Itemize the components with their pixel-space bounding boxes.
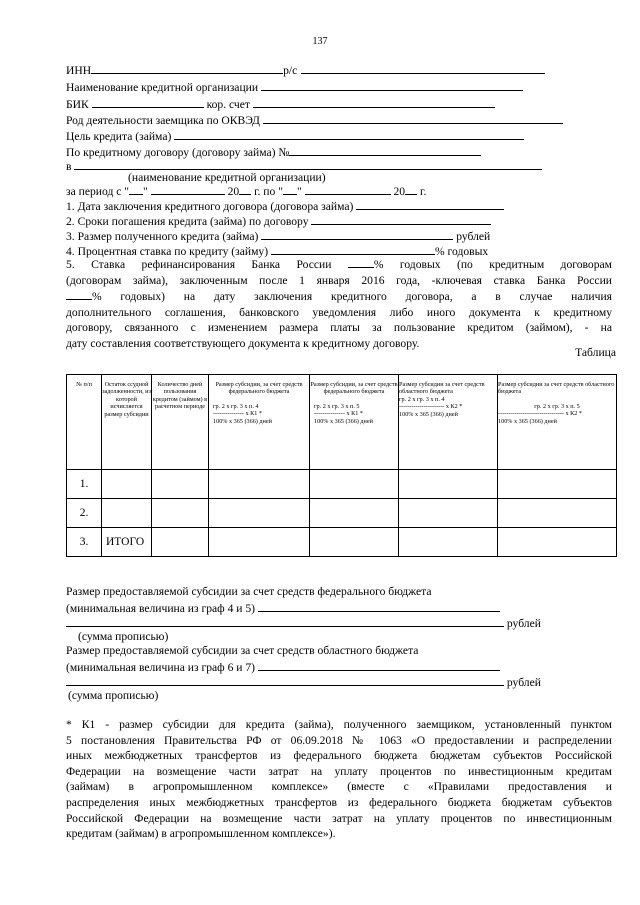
row-fed-p4-cell[interactable] (209, 499, 310, 528)
reg-summary-line-2 (66, 659, 500, 675)
footnote-line-6: распределения иных межбюджетных трансфертов из федерального бюджета бюджетам субъектов (66, 795, 612, 809)
header-fed-p4-formula2: --------------- х К1 * (213, 410, 262, 418)
item-3 (66, 228, 490, 244)
item-5-line-3 (66, 288, 612, 305)
item-5-text-a: 5. Ставка рефинансирования Банка России (66, 258, 332, 271)
item-5-line-2: (договорам займа), заключенным после 1 января 2016 года, -ключевая ставка Банка России (66, 273, 612, 287)
subsidy-table (66, 374, 617, 557)
item-3-unit: рублей (456, 230, 491, 243)
item-3-label: 3. Размер полученного кредита (займа) (66, 230, 259, 243)
period-day1-field[interactable] (129, 183, 143, 195)
row-fed-p5-cell[interactable] (310, 499, 399, 528)
footnote (66, 717, 612, 842)
purpose-label: Цель кредита (займа) (66, 130, 172, 143)
row-total-label: ИТОГО (102, 528, 152, 557)
row-reg-p4-cell[interactable] (399, 470, 498, 499)
footnote-line-8: кредитам (займам) в агропромышленном комплексе»). (66, 827, 336, 841)
header-fed-p4-formula1: гр. 2 х гр. 3 х п. 4 (213, 402, 259, 410)
row-days-cell[interactable] (152, 499, 209, 528)
period-year2: 20 (393, 185, 406, 198)
reg-amount-words-field[interactable] (66, 674, 504, 686)
rs-label: р/с (283, 64, 298, 77)
footnote-line-5: (займам) в агропромышленном комплексе» (вместе с «Правилами предоставления и (66, 780, 612, 794)
period-suffix: г. (420, 185, 427, 198)
reg-unit: рублей (506, 676, 541, 689)
period-year1: 20 (227, 185, 240, 198)
org-hint: (наименование кредитной организации) (128, 171, 326, 184)
fed-amount-words-field[interactable] (66, 615, 504, 627)
inn-field[interactable] (91, 62, 283, 74)
item-3-field[interactable] (261, 228, 453, 240)
refi-rate-field[interactable] (348, 256, 374, 268)
period-line (66, 183, 426, 199)
fed-summary-label: (минимальная величина из граф 4 и 5) (66, 602, 256, 615)
row-number: 3. (67, 528, 102, 557)
header-reg-subsidy-p4 (399, 375, 498, 470)
fed-summary-line-2 (66, 600, 500, 616)
row-balance-cell[interactable] (102, 499, 152, 528)
item-2-label: 2. Сроки погашения кредита (займа) по договору (66, 215, 309, 228)
header-reg-p4-title: Размер субсидии за счет средств областного бюджета (399, 381, 485, 396)
row-fed-p5-cell[interactable] (310, 528, 399, 557)
table-row (67, 470, 617, 499)
table-label: Таблица (575, 346, 616, 359)
contract-label: По кредитному договору (договору займа) № (66, 146, 290, 159)
item-2-field[interactable] (311, 213, 491, 225)
header-reg-p5-formula1: гр. 2 х гр. 3 х п. 5 (534, 402, 580, 410)
header-reg-p4-formula1: гр. 2 х гр. 3 х п. 4 (399, 395, 445, 403)
org-name-field[interactable] (261, 79, 523, 91)
contract-field[interactable] (289, 144, 481, 156)
fed-unit: рублей (506, 617, 541, 630)
header-fed-p4-title: Размер субсидии, за счет средств федерального бюджета (215, 381, 303, 396)
header-fed-subsidy-p4 (209, 375, 310, 470)
header-days: Количество дней пользования кредитом (займом) в расчетном периоде (152, 375, 209, 470)
header-balance: Остаток ссудной задолженности, из которой исчисляется размер субсидии (102, 375, 152, 470)
okved-line (66, 112, 563, 128)
kor-schet-field[interactable] (253, 96, 495, 108)
okved-field[interactable] (263, 112, 563, 124)
period-quote1: " (143, 185, 148, 198)
row-fed-p5-cell[interactable] (310, 470, 399, 499)
item-5-line-1 (66, 256, 612, 273)
header-fed-subsidy-p5 (310, 375, 399, 470)
period-month1-field[interactable] (151, 183, 225, 195)
row-days-cell[interactable] (152, 528, 209, 557)
item-5-line-5: договору, связанного с изменением размера платы за пользование кредитом (займом), - на (66, 321, 612, 335)
in-field[interactable] (74, 158, 542, 170)
header-fed-p5-formula3: 100% х 365 (366) дней (314, 417, 373, 425)
in-label: в (66, 160, 72, 173)
bik-line (66, 96, 495, 112)
row-days-cell[interactable] (152, 470, 209, 499)
header-fed-p5-title: Размер субсидии, за счет средств федерального бюджета (310, 381, 398, 396)
item-5-paragraph (66, 256, 612, 352)
header-reg-subsidy-p5 (498, 375, 617, 470)
fed-summary-line-1: Размер предоставляемой субсидии за счет средств федерального бюджета (66, 585, 432, 598)
key-rate-field[interactable] (66, 288, 92, 300)
rs-field[interactable] (301, 62, 545, 74)
page-number: 137 (312, 36, 328, 47)
reg-amount-field[interactable] (258, 659, 500, 671)
bik-label: БИК (66, 98, 89, 111)
fed-sum-hint: (сумма прописью) (78, 630, 169, 643)
row-balance-cell[interactable] (102, 470, 152, 499)
period-year1-field[interactable] (239, 183, 251, 195)
header-fed-p5-formula2: --------------- х К1 * (314, 410, 363, 418)
header-reg-p5-title: Размер субсидии за счет средств областного бюджета (498, 381, 615, 396)
period-month2-field[interactable] (305, 183, 391, 195)
period-quote2: " (296, 185, 302, 198)
header-reg-p5-formula2: -------------------------------- х К2 * (498, 410, 582, 418)
item-5-line-6: дату составления соответствующего документа к кредитному договору. (66, 336, 420, 350)
footnote-line-1: * К1 - размер субсидии для кредита (займа), полученного заемщиком, установленный пунктом (66, 718, 612, 731)
org-name-label: Наименование кредитной организации (66, 81, 259, 94)
reg-sum-hint: (сумма прописью) (68, 689, 159, 702)
row-fed-p4-cell[interactable] (209, 528, 310, 557)
period-day2-field[interactable] (283, 183, 297, 195)
okved-label: Род деятельности заемщика по ОКВЭД (66, 114, 260, 127)
item-4-label: 4. Процентная ставка по кредиту (займу) (66, 245, 269, 258)
reg-summary-label: (минимальная величина из граф 6 и 7) (66, 661, 256, 674)
header-num: № п/п (67, 375, 102, 470)
item-4-unit: % годовых (434, 245, 489, 258)
period-prefix: за период с " (66, 185, 130, 198)
inn-line (66, 62, 545, 78)
item-1-label: 1. Дата заключения кредитного договора (договора займа) (66, 200, 354, 213)
row-number: 2. (67, 499, 102, 528)
row-reg-p4-cell[interactable] (399, 499, 498, 528)
header-reg-p4-formula2: ---------------------- х К2 * (399, 403, 463, 411)
row-number: 1. (67, 470, 102, 499)
footnote-line-3: иных межбюджетных трансфертов из федерального бюджета бюджетам субъектов Российской (66, 749, 612, 763)
row-reg-p5-cell[interactable] (498, 470, 617, 499)
item-5-text-b: % годовых (по кредитным договорам (373, 258, 612, 271)
item-2 (66, 213, 491, 229)
table-row (67, 499, 617, 528)
header-fed-p4-formula3: 100% х 365 (366) дней (213, 417, 272, 425)
row-reg-p5-cell[interactable] (498, 499, 617, 528)
item-1 (66, 198, 504, 214)
row-reg-p4-cell[interactable] (399, 528, 498, 557)
table-row-total (67, 528, 617, 557)
item-5-line-4: дополнительного соглашения, банковского уведомления либо иного документа к кредитному (66, 305, 612, 319)
purpose-field[interactable] (174, 128, 524, 140)
footnote-line-4: Федерации на возмещение части затрат на уплату процентов по инвестиционным кредитам (66, 764, 612, 778)
footnote-line-7: Российской Федерации на возмещение части затрат на уплату процентов по инвестиционным (66, 811, 612, 825)
kor-schet-label: кор. счет (206, 98, 250, 111)
reg-summary-line-3 (66, 674, 541, 690)
org-name-line (66, 79, 523, 95)
item-5-text-c: % годовых) на дату заключения кредитного договора, а в случае наличия (92, 290, 612, 304)
item-4-field[interactable] (271, 243, 435, 255)
period-mid: г. по " (254, 185, 283, 198)
header-reg-p5-formula3: 100% х 365 (366) дней (498, 417, 557, 425)
reg-summary-line-1: Размер предоставляемой субсидии за счет средств областного бюджета (66, 644, 419, 657)
header-fed-p5-formula1: гр. 2 х гр. 3 х п. 5 (314, 402, 360, 410)
fed-amount-field[interactable] (258, 600, 500, 612)
inn-label: ИНН (66, 64, 92, 77)
footnote-line-2: 5 постановления Правительства РФ от 06.09.2018 № 1063 «О предоставлении и распределении (66, 733, 612, 747)
fed-summary-line-3 (66, 615, 541, 631)
period-year2-field[interactable] (405, 183, 417, 195)
table-header-row (67, 375, 617, 470)
purpose-line (66, 128, 524, 144)
header-reg-p4-formula3: 100% х 365 (366) дней (399, 410, 458, 418)
bik-field[interactable] (92, 96, 204, 108)
item-1-field[interactable] (356, 198, 504, 210)
row-reg-p5-cell[interactable] (498, 528, 617, 557)
row-fed-p4-cell[interactable] (209, 470, 310, 499)
